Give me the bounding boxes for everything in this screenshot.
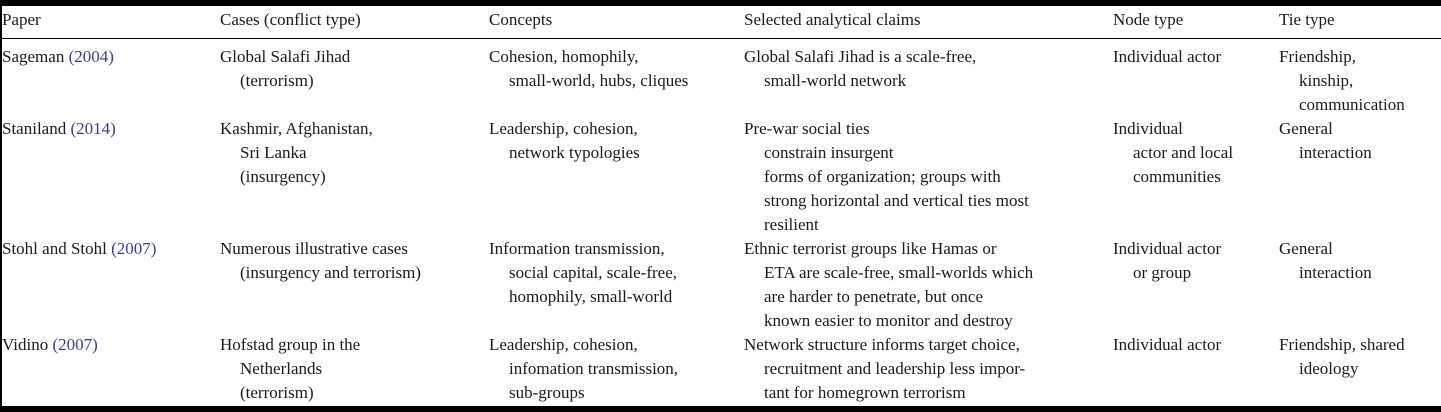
node-line: or group	[1133, 263, 1192, 282]
claims-line: constrain insurgent	[764, 143, 894, 162]
year-link[interactable]: (2014)	[70, 119, 116, 138]
claims-line: Global Salafi Jihad is a scale-free,	[744, 47, 977, 66]
bottom-rule	[2, 406, 1441, 408]
node-line: actor and local	[1133, 143, 1234, 162]
tie-line: communication	[1299, 95, 1405, 114]
node-line: Individual actor	[1113, 239, 1222, 258]
row-tie-type	[1279, 237, 1372, 285]
tie-line: Friendship, shared	[1279, 335, 1405, 354]
node-line: Individual actor	[1113, 335, 1222, 354]
concepts-line: social capital, scale-free,	[509, 263, 678, 282]
cases-line: (terrorism)	[240, 71, 314, 90]
row-node-type	[1113, 237, 1221, 285]
tie-line: interaction	[1299, 263, 1372, 282]
row-claims	[744, 45, 976, 93]
row-paper	[2, 237, 156, 261]
row-cases	[220, 45, 350, 93]
row-tie-type	[1279, 117, 1372, 165]
concepts-line: sub-groups	[509, 383, 585, 402]
cases-line: Hofstad group in the	[220, 335, 361, 354]
cases-line: (insurgency)	[240, 167, 326, 186]
row-node-type	[1113, 333, 1221, 357]
row-claims	[744, 117, 1029, 237]
cases-line: Kashmir, Afghanistan,	[220, 119, 373, 138]
row-cases	[220, 117, 373, 189]
node-line: Individual	[1113, 119, 1183, 138]
year-link[interactable]: (2007)	[52, 335, 98, 354]
year-link[interactable]: (2004)	[68, 47, 114, 66]
row-node-type	[1113, 117, 1233, 189]
row-paper	[2, 333, 98, 357]
year-link[interactable]: (2007)	[111, 239, 157, 258]
tie-line: Friendship,	[1279, 47, 1356, 66]
header-concepts: Concepts	[489, 10, 553, 29]
row-claims	[744, 237, 1033, 333]
claims-line: strong horizontal and vertical ties most	[764, 191, 1029, 210]
tie-line: kinship,	[1299, 71, 1354, 90]
claims-line: Network structure informs target choice,	[744, 335, 1020, 354]
row-tie-type	[1279, 333, 1405, 381]
author: Vidino	[2, 335, 49, 354]
row-paper	[2, 45, 114, 69]
cases-line: (insurgency and terrorism)	[240, 263, 421, 282]
tie-line: General	[1279, 239, 1333, 258]
node-line: Individual actor	[1113, 47, 1222, 66]
row-concepts	[489, 117, 640, 165]
cases-line: Sri Lanka	[240, 143, 307, 162]
header-rule	[2, 38, 1441, 39]
row-cases	[220, 333, 360, 405]
row-cases	[220, 237, 421, 285]
row-claims	[744, 333, 1025, 405]
author: Sageman	[2, 47, 65, 66]
concepts-line: Leadership, cohesion,	[489, 335, 638, 354]
header-paper: Paper	[2, 10, 41, 29]
claims-line: ETA are scale-free, small-worlds which	[764, 263, 1034, 282]
cases-line: Netherlands	[240, 359, 323, 378]
table-page	[2, 4, 1441, 408]
claims-line: are harder to penetrate, but once	[764, 287, 983, 306]
tie-line: ideology	[1299, 359, 1359, 378]
concepts-line: Information transmission,	[489, 239, 665, 258]
claims-line: tant for homegrown terrorism	[764, 383, 966, 402]
header-node-type: Node type	[1113, 10, 1184, 29]
cases-line: Numerous illustrative cases	[220, 239, 408, 258]
header-tie-type: Tie type	[1279, 10, 1335, 29]
concepts-line: Cohesion, homophily,	[489, 47, 639, 66]
claims-line: recruitment and leadership less impor-	[764, 359, 1026, 378]
row-paper	[2, 117, 116, 141]
row-node-type	[1113, 45, 1221, 69]
claims-line: Ethnic terrorist groups like Hamas or	[744, 239, 997, 258]
author: Stohl and Stohl	[2, 239, 107, 258]
concepts-line: network typologies	[509, 143, 640, 162]
tie-line: General	[1279, 119, 1333, 138]
row-tie-type	[1279, 45, 1405, 117]
cases-line: (terrorism)	[240, 383, 314, 402]
claims-line: small-world network	[764, 71, 907, 90]
top-rule	[2, 4, 1441, 6]
concepts-line: infomation transmission,	[509, 359, 679, 378]
row-concepts	[489, 237, 677, 309]
row-concepts	[489, 45, 688, 93]
header-cases: Cases (conflict type)	[220, 10, 361, 29]
concepts-line: homophily, small-world	[509, 287, 673, 306]
author: Staniland	[2, 119, 67, 138]
claims-line: known easier to monitor and destroy	[764, 311, 1013, 330]
concepts-line: small-world, hubs, cliques	[509, 71, 689, 90]
claims-line: resilient	[764, 215, 819, 234]
cases-line: Global Salafi Jihad	[220, 47, 351, 66]
node-line: communities	[1133, 167, 1221, 186]
row-concepts	[489, 333, 678, 405]
header-claims: Selected analytical claims	[744, 10, 921, 29]
claims-line: forms of organization; groups with	[764, 167, 1001, 186]
concepts-line: Leadership, cohesion,	[489, 119, 638, 138]
tie-line: interaction	[1299, 143, 1372, 162]
claims-line: Pre-war social ties	[744, 119, 870, 138]
